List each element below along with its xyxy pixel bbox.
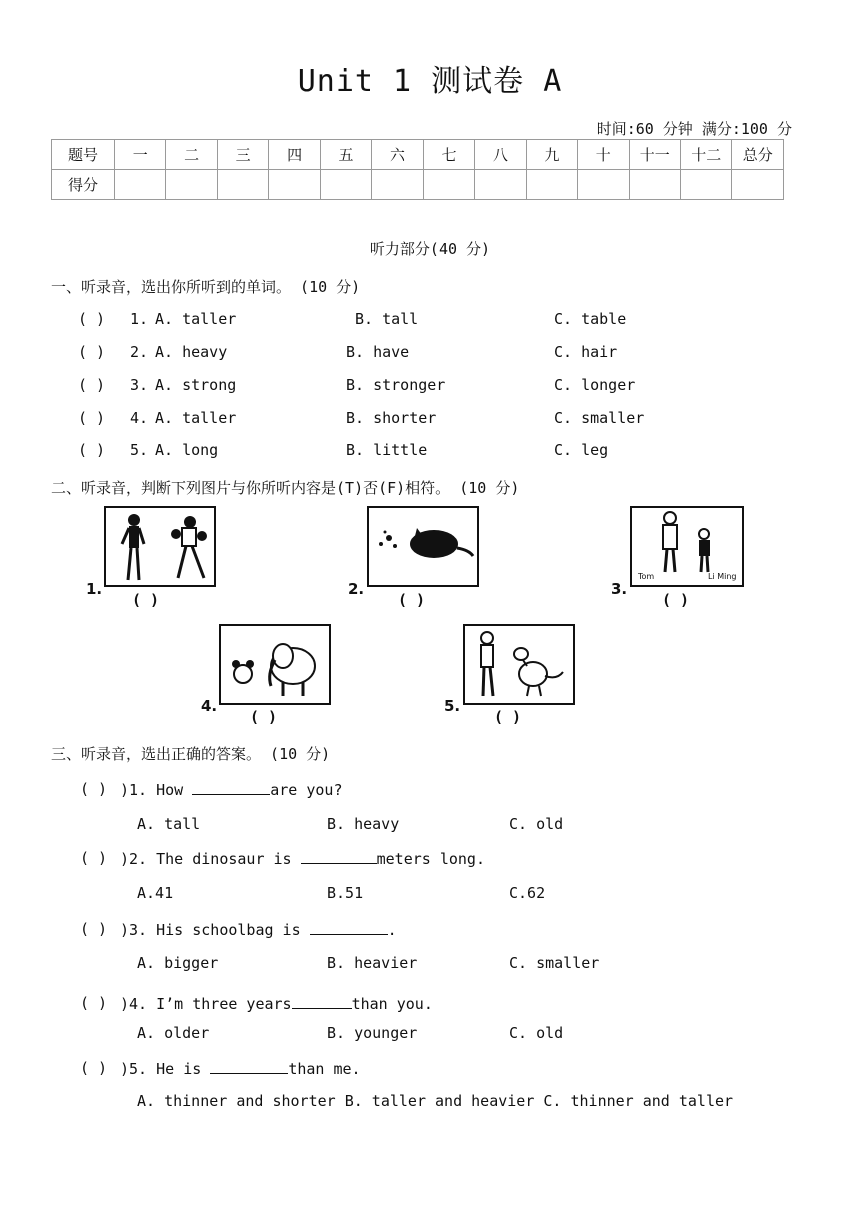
score-input-cell[interactable]: [269, 170, 320, 200]
answer-paren[interactable]: ( ): [250, 708, 278, 726]
answer-paren[interactable]: ( ): [132, 591, 160, 609]
option-b: B. heavy: [327, 815, 400, 833]
option-b: B. heavier: [327, 954, 418, 972]
score-input-cell[interactable]: [680, 170, 731, 200]
score-input-cell[interactable]: [475, 170, 526, 200]
fill-in-blank[interactable]: [301, 849, 377, 864]
page-title: Unit 1 测试卷 A: [297, 64, 563, 99]
option-a: A. taller: [155, 409, 237, 427]
score-table-header-row: [52, 140, 784, 170]
option-a: A.41: [137, 884, 174, 902]
option-a: A. taller: [155, 310, 237, 328]
question-4: )4. I’m three years than you.: [120, 995, 433, 1013]
answer-paren[interactable]: ( ): [662, 591, 690, 609]
question-number: 1.: [130, 310, 149, 328]
option-c: C. longer: [554, 376, 636, 394]
score-input-cell[interactable]: [629, 170, 680, 200]
score-row-label: 得分: [52, 170, 115, 200]
score-input-cell[interactable]: [320, 170, 371, 200]
picture-label-li-ming: Li Ming: [708, 572, 737, 581]
exam-meta: 时间:60 分钟 满分:100 分: [596, 120, 792, 138]
fill-in-blank[interactable]: [292, 994, 352, 1009]
question-text-pre: 3. His schoolbag is: [129, 921, 310, 939]
score-cell: 十一: [629, 140, 680, 170]
answer-paren[interactable]: ( ): [398, 591, 426, 609]
listening-heading: 听力部分(40 分): [369, 240, 491, 258]
answer-paren[interactable]: ( ): [80, 1059, 108, 1077]
section2-heading: 二、听录音，判断下列图片与你所听内容是(T)否(F)相符。 (10 分): [51, 479, 520, 497]
score-cell: 三: [217, 140, 268, 170]
question-text-post: than you.: [351, 995, 433, 1013]
section3-heading: 三、听录音，选出正确的答案。 (10 分): [51, 745, 331, 763]
cat-illustration: [369, 508, 477, 585]
question-text-post: meters long.: [376, 850, 485, 868]
score-cell: 题号: [52, 140, 115, 170]
option-c: C.62: [509, 884, 546, 902]
option-b: B.51: [327, 884, 364, 902]
option-a: A. strong: [155, 376, 237, 394]
option-c: C. smaller: [509, 954, 600, 972]
people-illustration: [106, 508, 214, 585]
question-text-post: are you?: [270, 781, 343, 799]
question-text-pre: 5. He is: [129, 1060, 211, 1078]
score-cell: 九: [526, 140, 577, 170]
score-cell: 二: [166, 140, 217, 170]
fill-in-blank[interactable]: [192, 780, 270, 795]
answer-paren[interactable]: ( ): [80, 780, 108, 798]
question-text-pre: 2. The dinosaur is: [129, 850, 301, 868]
answer-paren[interactable]: ( ): [80, 920, 108, 938]
answer-paren[interactable]: ( ): [78, 441, 106, 459]
picture-number: 4.: [201, 697, 218, 715]
score-input-cell[interactable]: [423, 170, 474, 200]
fill-in-blank[interactable]: [310, 920, 388, 935]
score-input-cell[interactable]: [578, 170, 629, 200]
option-b: B. tall: [355, 310, 419, 328]
score-cell: 五: [320, 140, 371, 170]
option-a: A. long: [155, 441, 219, 459]
dinosaur-illustration: [465, 626, 573, 703]
picture-3-tom-and-li-ming: [630, 506, 744, 587]
option-a: A. older: [137, 1024, 210, 1042]
question-1: )1. How are you?: [120, 781, 343, 799]
question-number: 3.: [130, 376, 149, 394]
score-cell: 六: [372, 140, 423, 170]
option-b: B. have: [346, 343, 410, 361]
score-input-cell[interactable]: [217, 170, 268, 200]
score-cell: 四: [269, 140, 320, 170]
question-text-post: .: [387, 921, 397, 939]
question-number: 2.: [130, 343, 149, 361]
score-cell: 八: [475, 140, 526, 170]
answer-paren[interactable]: ( ): [80, 994, 108, 1012]
score-input-cell[interactable]: [732, 170, 784, 200]
answer-paren[interactable]: ( ): [80, 849, 108, 867]
picture-number: 2.: [348, 580, 365, 598]
option-a: A. heavy: [155, 343, 228, 361]
option-c: C. leg: [554, 441, 609, 459]
picture-number: 3.: [611, 580, 628, 598]
picture-number: 5.: [444, 697, 461, 715]
answer-paren[interactable]: ( ): [78, 343, 106, 361]
picture-2-cat-and-mouse: [367, 506, 479, 587]
score-table: [51, 139, 784, 200]
question-2: )2. The dinosaur is meters long.: [120, 850, 485, 868]
option-c: C. hair: [554, 343, 618, 361]
question-text-post: than me.: [288, 1060, 361, 1078]
option-a: A. tall: [137, 815, 201, 833]
score-table-score-row: [52, 170, 784, 200]
answer-paren[interactable]: ( ): [494, 708, 522, 726]
section1-heading: 一、听录音，选出你所听到的单词。 (10 分): [51, 278, 361, 296]
picture-label-tom: Tom: [638, 572, 655, 581]
question-5: )5. He is than me.: [120, 1060, 361, 1078]
score-cell: 一: [115, 140, 166, 170]
option-c: C. table: [554, 310, 627, 328]
option-c: C. old: [509, 815, 564, 833]
fill-in-blank[interactable]: [210, 1059, 288, 1074]
question-text-pre: 1. How: [129, 781, 193, 799]
question-number: 5.: [130, 441, 149, 459]
answer-paren[interactable]: ( ): [78, 310, 106, 328]
score-input-cell[interactable]: [372, 170, 423, 200]
score-cell: 十二: [680, 140, 731, 170]
picture-1-two-people: [104, 506, 216, 587]
score-input-cell[interactable]: [526, 170, 577, 200]
option-c: C. smaller: [554, 409, 645, 427]
score-cell: 十: [578, 140, 629, 170]
question-3: )3. His schoolbag is .: [120, 921, 397, 939]
score-input-cell[interactable]: [115, 170, 166, 200]
score-cell: 总分: [732, 140, 784, 170]
options-line: A. thinner and shorter B. taller and heavier C. thinner and taller: [137, 1092, 734, 1110]
option-a: A. bigger: [137, 954, 219, 972]
picture-4-mouse-and-elephant: [219, 624, 331, 705]
option-b: B. shorter: [346, 409, 437, 427]
question-number: 4.: [130, 409, 149, 427]
option-b: B. little: [346, 441, 428, 459]
option-b: B. younger: [327, 1024, 418, 1042]
option-b: B. stronger: [346, 376, 446, 394]
score-cell: 七: [423, 140, 474, 170]
picture-5-boy-and-dinosaur: [463, 624, 575, 705]
option-c: C. old: [509, 1024, 564, 1042]
answer-paren[interactable]: ( ): [78, 376, 106, 394]
question-text-pre: 4. I’m three years: [129, 995, 292, 1013]
elephant-illustration: [221, 626, 329, 703]
picture-number: 1.: [86, 580, 103, 598]
answer-paren[interactable]: ( ): [78, 409, 106, 427]
score-input-cell[interactable]: [166, 170, 217, 200]
